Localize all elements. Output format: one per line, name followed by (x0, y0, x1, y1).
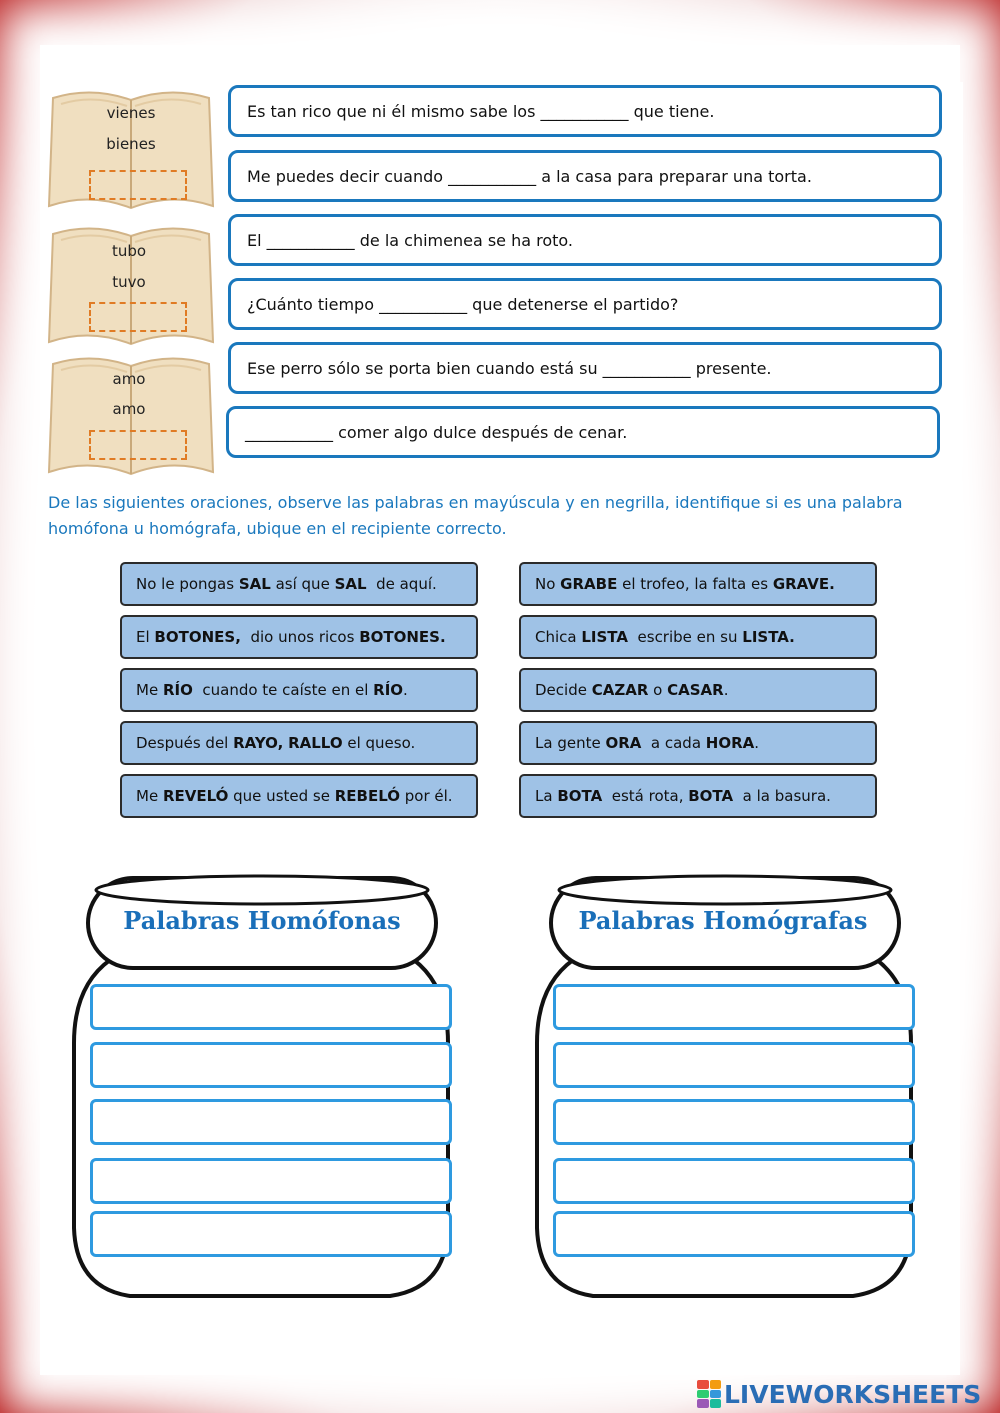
sentence-box[interactable] (228, 214, 942, 266)
card-text-part: . (754, 734, 760, 752)
card-keyword: GRAVE. (772, 575, 835, 593)
logo-grid-icon (697, 1380, 721, 1408)
word-book-2 (47, 220, 215, 348)
sentence-text: Ese perro sólo se porta bien cuando está su ___________ presente. (247, 358, 772, 378)
card-keyword: HORA (705, 734, 755, 752)
card-keyword: ORA (605, 734, 642, 752)
sentence-box[interactable] (226, 406, 940, 458)
jar-drop-slot[interactable] (90, 1211, 452, 1257)
sentence-text: Es tan rico que ni él mismo sabe los ___________ que tiene. (247, 101, 715, 121)
book-word: bienes (106, 135, 156, 153)
card-text-part: que usted se (228, 787, 335, 805)
book-word: vienes (106, 104, 156, 122)
sentence-box[interactable] (228, 150, 942, 202)
card-text-part: Después del (136, 734, 234, 752)
card-text-part: el queso. (342, 734, 416, 752)
sentence-card[interactable] (120, 615, 478, 659)
jar-drop-slot[interactable] (90, 984, 452, 1030)
card-keyword: SAL (238, 575, 271, 593)
sentence-text: ¿Cuánto tiempo ___________ que detenerse el partido? (247, 294, 679, 314)
sentence-card[interactable] (120, 774, 478, 818)
card-text-part: Chica (535, 628, 582, 646)
jar-homografas (533, 868, 933, 1308)
card-text-part: La gente (535, 734, 606, 752)
card-text-part: . (403, 681, 408, 699)
card-keyword: LISTA (581, 628, 628, 646)
card-text-part: . (723, 681, 729, 699)
card-text-part: Me (136, 787, 163, 805)
sentence-card[interactable] (519, 668, 877, 712)
card-text (136, 734, 415, 752)
jar-label: Palabras Homógrafas (578, 906, 868, 935)
book-word: tuvo (112, 273, 146, 291)
fill-in-section (45, 82, 963, 467)
sentence-text: ___________ comer algo dulce después de cenar. (245, 422, 628, 442)
card-text-part: de aquí. (366, 575, 437, 593)
card-text (535, 628, 795, 646)
card-keyword: BOTA (557, 787, 603, 805)
card-text-part: a la basura. (733, 787, 831, 805)
book-word: amo (112, 370, 146, 388)
card-text (136, 681, 408, 699)
card-keyword: BOTA (688, 787, 734, 805)
card-text (535, 681, 728, 699)
book-word: amo (112, 400, 146, 418)
card-keyword: LISTA. (742, 628, 795, 646)
card-text-part: El (136, 628, 155, 646)
liveworksheets-logo (697, 1378, 981, 1410)
sentence-card[interactable] (120, 562, 478, 606)
word-book-3 (47, 350, 215, 478)
jar-drop-slot[interactable] (553, 1211, 915, 1257)
sentence-card[interactable] (519, 721, 877, 765)
jar-drop-slot[interactable] (90, 1099, 452, 1145)
book-word: tubo (111, 242, 147, 260)
sentence-box[interactable] (228, 342, 942, 394)
jar-drop-slot[interactable] (90, 1042, 452, 1088)
jar-homofonas (70, 868, 470, 1308)
sentence-card[interactable] (519, 774, 877, 818)
card-keyword: RÍO (162, 681, 193, 699)
card-text-part: o (648, 681, 668, 699)
card-text-part: cuando te caíste en el (192, 681, 374, 699)
card-keyword: REBELÓ (334, 787, 400, 805)
sentence-box[interactable] (228, 278, 942, 330)
card-text-part: escribe en su (627, 628, 743, 646)
card-text (136, 787, 453, 805)
card-text-part: No le pongas (136, 575, 239, 593)
card-keyword: RÍO (373, 681, 404, 699)
card-keyword: BOTONES. (359, 628, 446, 646)
card-keyword: CAZAR (591, 681, 649, 699)
jar-drop-slot[interactable] (553, 1158, 915, 1204)
answer-drop-slot[interactable] (89, 430, 187, 460)
sentence-card[interactable] (519, 562, 877, 606)
sentence-card[interactable] (120, 668, 478, 712)
answer-drop-slot[interactable] (89, 302, 187, 332)
jar-drop-slot[interactable] (553, 1099, 915, 1145)
card-keyword: CASAR (667, 681, 724, 699)
card-text-part: por él. (399, 787, 453, 805)
card-text-part: Decide (535, 681, 592, 699)
answer-drop-slot[interactable] (89, 170, 187, 200)
jar-drop-slot[interactable] (553, 1042, 915, 1088)
card-keyword: SAL (334, 575, 367, 593)
card-keyword: RALLO (288, 734, 343, 752)
card-text (535, 734, 759, 752)
jar-drop-slot[interactable] (90, 1158, 452, 1204)
card-text-part: No (535, 575, 561, 593)
sentence-card[interactable] (120, 721, 478, 765)
card-text (535, 787, 831, 805)
card-keyword: GRABE (560, 575, 618, 593)
logo-text: LIVEWORKSHEETS (724, 1379, 982, 1409)
card-text-part: La (535, 787, 558, 805)
sentence-box[interactable] (228, 85, 942, 137)
card-keyword: BOTONES, (154, 628, 241, 646)
card-text-part: está rota, (602, 787, 689, 805)
sentence-text: El ___________ de la chimenea se ha roto. (247, 230, 574, 250)
instruction-text: De las siguientes oraciones, observe las palabras en mayúscula y en negrilla, identifique si es una palabra homófona u homógrafa, ubique en el recipiente correcto. (48, 493, 903, 538)
card-text (136, 575, 437, 593)
card-keyword: REVELÓ (162, 787, 229, 805)
sentence-text: Me puedes decir cuando ___________ a la casa para preparar una torta. (247, 166, 812, 186)
sentence-card[interactable] (519, 615, 877, 659)
card-text-part: el trofeo, la falta es (617, 575, 773, 593)
word-book-1 (47, 84, 215, 212)
card-text-part: así que (270, 575, 335, 593)
card-keyword: RAYO, (233, 734, 284, 752)
card-text-part: dio unos ricos (240, 628, 360, 646)
card-text (535, 575, 835, 593)
jar-label: Palabras Homófonas (123, 906, 401, 935)
jar-drop-slot[interactable] (553, 984, 915, 1030)
card-text (136, 628, 446, 646)
card-text-part: a cada (641, 734, 706, 752)
card-text-part: Me (136, 681, 163, 699)
